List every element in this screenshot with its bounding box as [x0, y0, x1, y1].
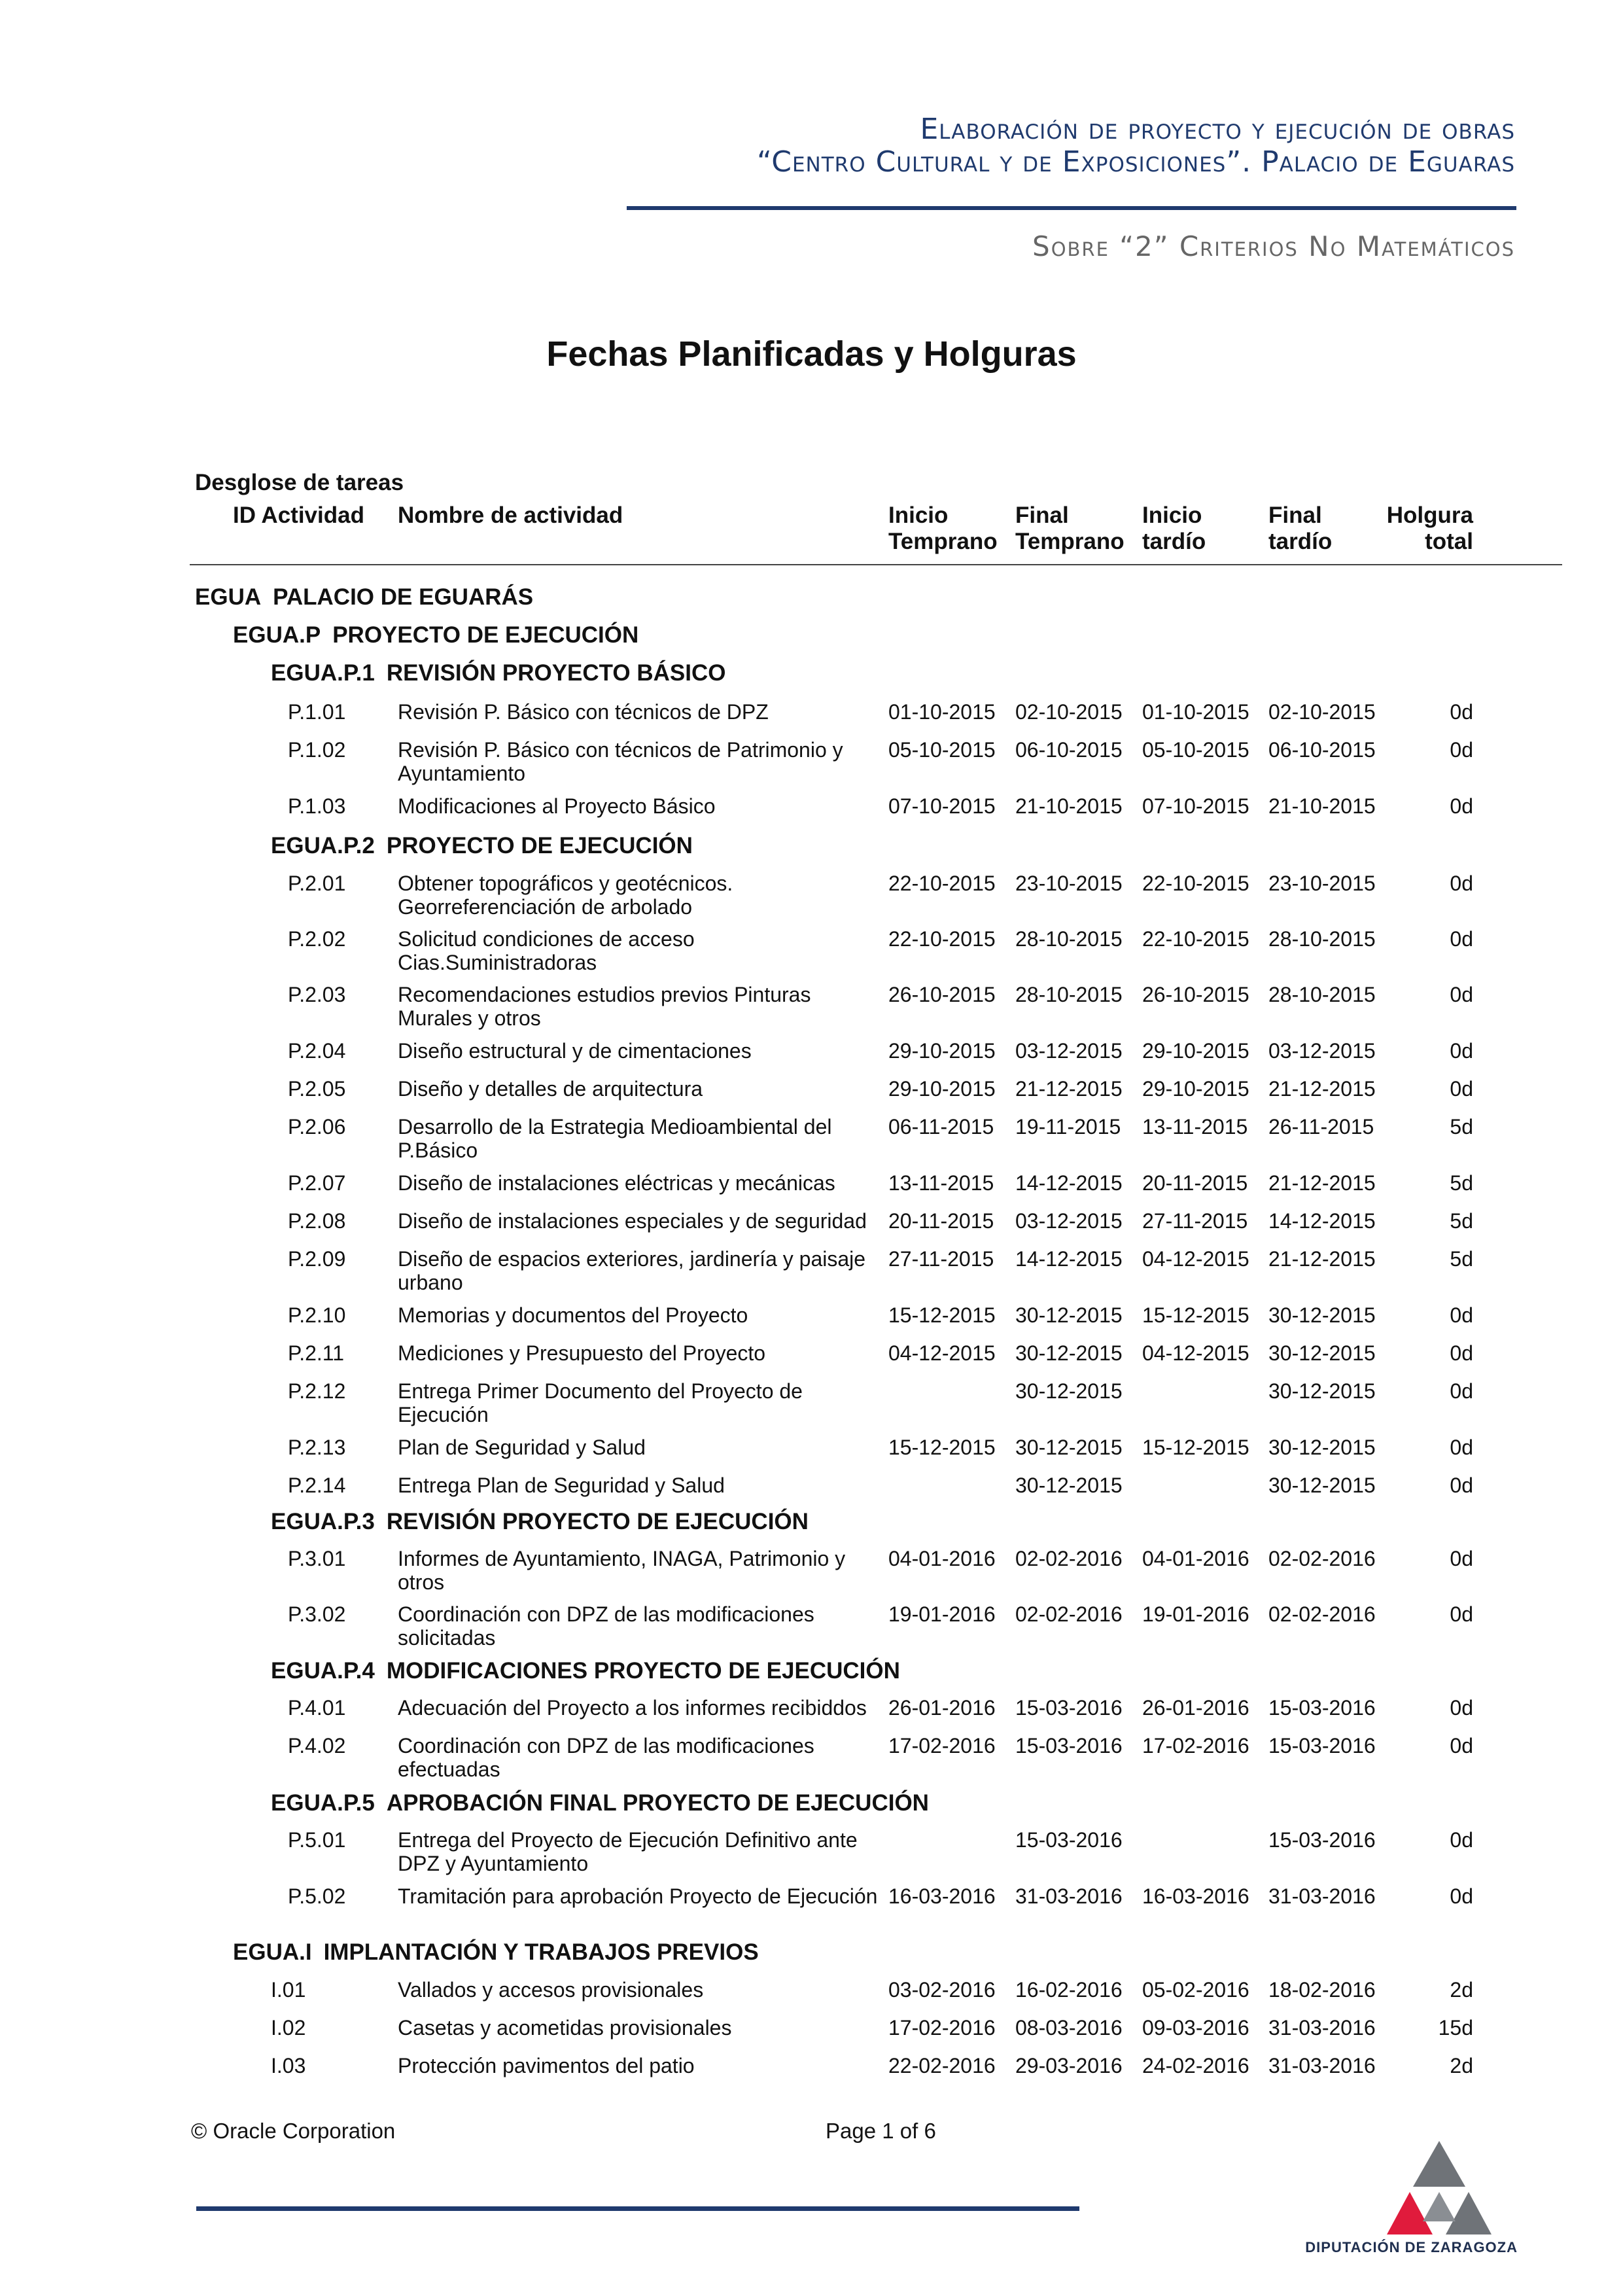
task-id: P.1.01: [288, 700, 346, 724]
header-title-line2: “Centro Cultural y de Exposiciones”. Palacio de Eguaras: [757, 145, 1515, 179]
late-start: 07-10-2015: [1142, 794, 1249, 818]
total-slack: 15d: [1438, 2016, 1473, 2040]
task-id: P.2.04: [288, 1039, 346, 1063]
diputacion-logo-icon: [1361, 2140, 1518, 2238]
late-start: 17-02-2016: [1142, 1734, 1249, 1757]
early-finish: 02-02-2016: [1015, 1547, 1123, 1570]
total-slack: 0d: [1450, 1436, 1473, 1459]
task-name: Informes de Ayuntamiento, INAGA, Patrimonio y otros: [398, 1547, 846, 1594]
early-finish: 28-10-2015: [1015, 983, 1123, 1006]
late-start: 22-10-2015: [1142, 927, 1249, 951]
early-start: 19-01-2016: [888, 1602, 996, 1626]
late-finish: 15-03-2016: [1268, 1828, 1376, 1852]
task-id: P.2.05: [288, 1077, 346, 1101]
col-header-total-slack-l2: total: [1425, 529, 1473, 554]
late-start: 05-10-2015: [1142, 738, 1249, 762]
total-slack: 2d: [1450, 2054, 1473, 2077]
task-name: Diseño de instalaciones especiales y de seguridad: [398, 1209, 867, 1233]
total-slack: 5d: [1450, 1247, 1473, 1271]
late-start: 05-02-2016: [1142, 1978, 1249, 2002]
late-start: 24-02-2016: [1142, 2054, 1249, 2077]
section-label: Desglose de tareas: [195, 470, 404, 495]
header-title-line1: Elaboración de proyecto y ejecución de obras: [920, 113, 1515, 146]
task-name: Revisión P. Básico con técnicos de DPZ: [398, 700, 769, 724]
task-name: Solicitud condiciones de acceso Cias.Suministradoras: [398, 927, 695, 974]
late-finish: 30-12-2015: [1268, 1436, 1376, 1459]
late-start: 13-11-2015: [1142, 1115, 1248, 1139]
task-id: P.5.02: [288, 1884, 346, 1908]
late-finish: 28-10-2015: [1268, 983, 1376, 1006]
total-slack: 5d: [1450, 1115, 1473, 1139]
group-heading: [233, 1939, 759, 1966]
col-header-early-finish-l1: Final: [1015, 503, 1069, 528]
early-finish: 02-10-2015: [1015, 700, 1123, 724]
late-start: 09-03-2016: [1142, 2016, 1249, 2040]
total-slack: 0d: [1450, 1077, 1473, 1101]
late-finish: 31-03-2016: [1268, 1884, 1376, 1908]
total-slack: 0d: [1450, 700, 1473, 724]
early-finish: 29-03-2016: [1015, 2054, 1123, 2077]
footer-page-number: Page 1 of 6: [826, 2119, 936, 2143]
late-finish: 30-12-2015: [1268, 1379, 1376, 1403]
early-start: 22-10-2015: [888, 872, 996, 895]
early-start: 07-10-2015: [888, 794, 996, 818]
late-start: 15-12-2015: [1142, 1303, 1249, 1327]
early-finish: 30-12-2015: [1015, 1474, 1123, 1497]
late-finish: 18-02-2016: [1268, 1978, 1376, 2002]
col-header-early-start: [888, 503, 998, 555]
late-start: 04-01-2016: [1142, 1547, 1249, 1570]
late-start: 16-03-2016: [1142, 1884, 1249, 1908]
group-id: EGUA.P.2: [271, 833, 375, 858]
task-id: I.02: [271, 2016, 306, 2040]
total-slack: 0d: [1450, 1039, 1473, 1063]
late-start: 19-01-2016: [1142, 1602, 1249, 1626]
task-name: Recomendaciones estudios previos Pinturas Murales y otros: [398, 983, 811, 1030]
group-heading: [233, 622, 638, 648]
col-header-late-finish: [1268, 503, 1332, 555]
early-start: 26-01-2016: [888, 1696, 996, 1720]
late-finish: 15-03-2016: [1268, 1696, 1376, 1720]
task-id: P.5.01: [288, 1828, 346, 1852]
group-name: PALACIO DE EGUARÁS: [273, 584, 534, 610]
logo-text: DIPUTACIÓN DE ZARAGOZA: [1305, 2239, 1518, 2255]
task-id: P.3.01: [288, 1547, 346, 1570]
group-heading: [271, 1658, 900, 1684]
total-slack: 0d: [1450, 927, 1473, 951]
group-name: MODIFICACIONES PROYECTO DE EJECUCIÓN: [386, 1658, 900, 1684]
task-name: Adecuación del Proyecto a los informes recibiddos: [398, 1696, 867, 1720]
group-heading: [271, 833, 693, 859]
task-id: P.2.02: [288, 927, 346, 951]
early-start: 17-02-2016: [888, 1734, 996, 1757]
col-header-total-slack: [1361, 503, 1473, 555]
col-header-early-finish-l2: Temprano: [1015, 529, 1125, 554]
task-id: P.2.03: [288, 983, 346, 1006]
early-finish: 08-03-2016: [1015, 2016, 1123, 2040]
task-name: Tramitación para aprobación Proyecto de Ejecución: [398, 1884, 878, 1908]
late-finish: 02-02-2016: [1268, 1547, 1376, 1570]
late-finish: 21-10-2015: [1268, 794, 1376, 818]
early-finish: 02-02-2016: [1015, 1602, 1123, 1626]
early-finish: 03-12-2015: [1015, 1039, 1123, 1063]
task-id: P.2.06: [288, 1115, 346, 1139]
early-start: 27-11-2015: [888, 1247, 994, 1271]
total-slack: 0d: [1450, 983, 1473, 1006]
task-name: Diseño de espacios exteriores, jardinería y paisaje urbano: [398, 1247, 866, 1294]
header-subtitle: Sobre “2” Criterios No Matemáticos: [1032, 230, 1515, 262]
task-name: Casetas y acometidas provisionales: [398, 2016, 732, 2040]
total-slack: 0d: [1450, 794, 1473, 818]
task-name: Plan de Seguridad y Salud: [398, 1436, 646, 1459]
early-finish: 21-10-2015: [1015, 794, 1123, 818]
group-name: PROYECTO DE EJECUCIÓN: [386, 833, 693, 858]
task-id: P.2.13: [288, 1436, 346, 1459]
col-header-id: ID Actividad: [233, 503, 364, 528]
late-start: 27-11-2015: [1142, 1209, 1248, 1233]
late-finish: 02-10-2015: [1268, 700, 1376, 724]
group-id: EGUA.P: [233, 622, 321, 648]
group-name: APROBACIÓN FINAL PROYECTO DE EJECUCIÓN: [386, 1790, 929, 1816]
early-start: 06-11-2015: [888, 1115, 994, 1139]
late-finish: 23-10-2015: [1268, 872, 1376, 895]
early-start: 15-12-2015: [888, 1436, 996, 1459]
late-start: 22-10-2015: [1142, 872, 1249, 895]
task-name: Modificaciones al Proyecto Básico: [398, 794, 716, 818]
early-finish: 14-12-2015: [1015, 1171, 1123, 1195]
page-title: Fechas Planificadas y Holguras: [546, 334, 1077, 374]
late-finish: 03-12-2015: [1268, 1039, 1376, 1063]
late-finish: 31-03-2016: [1268, 2054, 1376, 2077]
task-id: P.2.10: [288, 1303, 346, 1327]
footer-copyright: © Oracle Corporation: [191, 2119, 396, 2143]
early-start: 05-10-2015: [888, 738, 996, 762]
early-finish: 06-10-2015: [1015, 738, 1123, 762]
early-start: 04-01-2016: [888, 1547, 996, 1570]
task-name: Entrega Plan de Seguridad y Salud: [398, 1474, 725, 1497]
group-id: EGUA.P.3: [271, 1509, 375, 1534]
task-name: Mediciones y Presupuesto del Proyecto: [398, 1341, 766, 1365]
task-id: P.4.02: [288, 1734, 346, 1757]
total-slack: 0d: [1450, 1828, 1473, 1852]
task-id: P.2.12: [288, 1379, 346, 1403]
total-slack: 0d: [1450, 1547, 1473, 1570]
late-finish: 21-12-2015: [1268, 1171, 1376, 1195]
late-start: 29-10-2015: [1142, 1077, 1249, 1101]
group-heading: [271, 1790, 929, 1816]
task-name: Diseño y detalles de arquitectura: [398, 1077, 703, 1101]
total-slack: 0d: [1450, 1734, 1473, 1757]
task-name: Coordinación con DPZ de las modificaciones solicitadas: [398, 1602, 814, 1650]
late-start: 01-10-2015: [1142, 700, 1249, 724]
late-finish: 06-10-2015: [1268, 738, 1376, 762]
early-finish: 30-12-2015: [1015, 1303, 1123, 1327]
early-start: 03-02-2016: [888, 1978, 996, 2002]
total-slack: 0d: [1450, 1884, 1473, 1908]
early-start: 15-12-2015: [888, 1303, 996, 1327]
group-id: EGUA: [195, 584, 262, 610]
col-header-late-start-l2: tardío: [1142, 529, 1206, 554]
col-header-late-start-l1: Inicio: [1142, 503, 1202, 528]
early-finish: 16-02-2016: [1015, 1978, 1123, 2002]
total-slack: 0d: [1450, 738, 1473, 762]
total-slack: 0d: [1450, 1341, 1473, 1365]
early-start: 04-12-2015: [888, 1341, 996, 1365]
task-name: Revisión P. Básico con técnicos de Patrimonio y Ayuntamiento: [398, 738, 843, 785]
late-finish: 21-12-2015: [1268, 1247, 1376, 1271]
task-id: I.03: [271, 2054, 306, 2077]
early-finish: 30-12-2015: [1015, 1379, 1123, 1403]
early-finish: 31-03-2016: [1015, 1884, 1123, 1908]
early-finish: 30-12-2015: [1015, 1436, 1123, 1459]
task-name: Obtener topográficos y geotécnicos. Georreferenciación de arbolado: [398, 872, 733, 919]
late-finish: 15-03-2016: [1268, 1734, 1376, 1757]
task-id: I.01: [271, 1978, 306, 2002]
late-start: 26-10-2015: [1142, 983, 1249, 1006]
col-header-late-start: [1142, 503, 1206, 555]
total-slack: 0d: [1450, 1696, 1473, 1720]
early-finish: 15-03-2016: [1015, 1734, 1123, 1757]
task-name: Memorias y documentos del Proyecto: [398, 1303, 748, 1327]
col-header-early-finish: [1015, 503, 1125, 555]
task-id: P.1.03: [288, 794, 346, 818]
late-finish: 28-10-2015: [1268, 927, 1376, 951]
late-start: 29-10-2015: [1142, 1039, 1249, 1063]
task-id: P.3.02: [288, 1602, 346, 1626]
total-slack: 5d: [1450, 1171, 1473, 1195]
group-id: EGUA.P.4: [271, 1658, 375, 1684]
task-id: P.2.07: [288, 1171, 346, 1195]
group-id: EGUA.P.1: [271, 660, 375, 686]
late-start: 04-12-2015: [1142, 1247, 1249, 1271]
late-finish: 30-12-2015: [1268, 1474, 1376, 1497]
task-name: Diseño de instalaciones eléctricas y mecánicas: [398, 1171, 835, 1195]
col-header-late-finish-l1: Final: [1268, 503, 1322, 528]
late-start: 20-11-2015: [1142, 1171, 1248, 1195]
total-slack: 0d: [1450, 1379, 1473, 1403]
task-id: P.2.14: [288, 1474, 346, 1497]
total-slack: 0d: [1450, 1474, 1473, 1497]
early-start: 01-10-2015: [888, 700, 996, 724]
task-name: Vallados y accesos provisionales: [398, 1978, 704, 2002]
task-id: P.2.08: [288, 1209, 346, 1233]
late-start: 26-01-2016: [1142, 1696, 1249, 1720]
total-slack: 0d: [1450, 1303, 1473, 1327]
early-start: 29-10-2015: [888, 1039, 996, 1063]
early-start: 20-11-2015: [888, 1209, 994, 1233]
early-finish: 30-12-2015: [1015, 1341, 1123, 1365]
task-id: P.4.01: [288, 1696, 346, 1720]
late-finish: 02-02-2016: [1268, 1602, 1376, 1626]
task-name: Coordinación con DPZ de las modificaciones efectuadas: [398, 1734, 814, 1781]
task-name: Protección pavimentos del patio: [398, 2054, 695, 2077]
early-finish: 19-11-2015: [1015, 1115, 1121, 1139]
task-id: P.1.02: [288, 738, 346, 762]
early-start: 26-10-2015: [888, 983, 996, 1006]
early-start: 17-02-2016: [888, 2016, 996, 2040]
early-finish: 15-03-2016: [1015, 1828, 1123, 1852]
task-name: Entrega del Proyecto de Ejecución Definitivo ante DPZ y Ayuntamiento: [398, 1828, 858, 1875]
early-finish: 23-10-2015: [1015, 872, 1123, 895]
early-start: 22-02-2016: [888, 2054, 996, 2077]
late-start: 04-12-2015: [1142, 1341, 1249, 1365]
early-start: 13-11-2015: [888, 1171, 994, 1195]
early-finish: 28-10-2015: [1015, 927, 1123, 951]
col-header-early-start-l1: Inicio: [888, 503, 949, 528]
total-slack: 2d: [1450, 1978, 1473, 2002]
late-start: 15-12-2015: [1142, 1436, 1249, 1459]
task-name: Diseño estructural y de cimentaciones: [398, 1039, 752, 1063]
group-id: EGUA.I: [233, 1939, 312, 1965]
task-name: Entrega Primer Documento del Proyecto de Ejecución: [398, 1379, 803, 1426]
task-id: P.2.09: [288, 1247, 346, 1271]
col-header-total-slack-l1: Holgura: [1386, 503, 1473, 528]
total-slack: 0d: [1450, 1602, 1473, 1626]
group-heading: [271, 1509, 809, 1535]
col-header-early-start-l2: Temprano: [888, 529, 998, 554]
late-finish: 31-03-2016: [1268, 2016, 1376, 2040]
col-header-late-finish-l2: tardío: [1268, 529, 1333, 554]
group-name: PROYECTO DE EJECUCIÓN: [332, 622, 639, 648]
early-start: 16-03-2016: [888, 1884, 996, 1908]
late-finish: 30-12-2015: [1268, 1303, 1376, 1327]
table-header-rule: [190, 564, 1562, 565]
early-finish: 03-12-2015: [1015, 1209, 1123, 1233]
late-finish: 30-12-2015: [1268, 1341, 1376, 1365]
task-id: P.2.11: [288, 1341, 345, 1365]
early-finish: 15-03-2016: [1015, 1696, 1123, 1720]
group-name: REVISIÓN PROYECTO DE EJECUCIÓN: [386, 1509, 809, 1534]
task-name: Desarrollo de la Estrategia Medioambiental del P.Básico: [398, 1115, 832, 1162]
late-finish: 26-11-2015: [1268, 1115, 1374, 1139]
task-id: P.2.01: [288, 872, 346, 895]
group-name: IMPLANTACIÓN Y TRABAJOS PREVIOS: [323, 1939, 759, 1965]
group-name: REVISIÓN PROYECTO BÁSICO: [386, 660, 726, 686]
total-slack: 0d: [1450, 872, 1473, 895]
group-id: EGUA.P.5: [271, 1790, 375, 1816]
early-finish: 14-12-2015: [1015, 1247, 1123, 1271]
early-finish: 21-12-2015: [1015, 1077, 1123, 1101]
header-rule: [627, 206, 1516, 210]
footer-rule: [196, 2206, 1079, 2211]
late-finish: 14-12-2015: [1268, 1209, 1376, 1233]
col-header-name: Nombre de actividad: [398, 503, 623, 528]
group-heading: [195, 584, 533, 610]
late-finish: 21-12-2015: [1268, 1077, 1376, 1101]
early-start: 22-10-2015: [888, 927, 996, 951]
group-heading: [271, 660, 725, 686]
early-start: 29-10-2015: [888, 1077, 996, 1101]
total-slack: 5d: [1450, 1209, 1473, 1233]
